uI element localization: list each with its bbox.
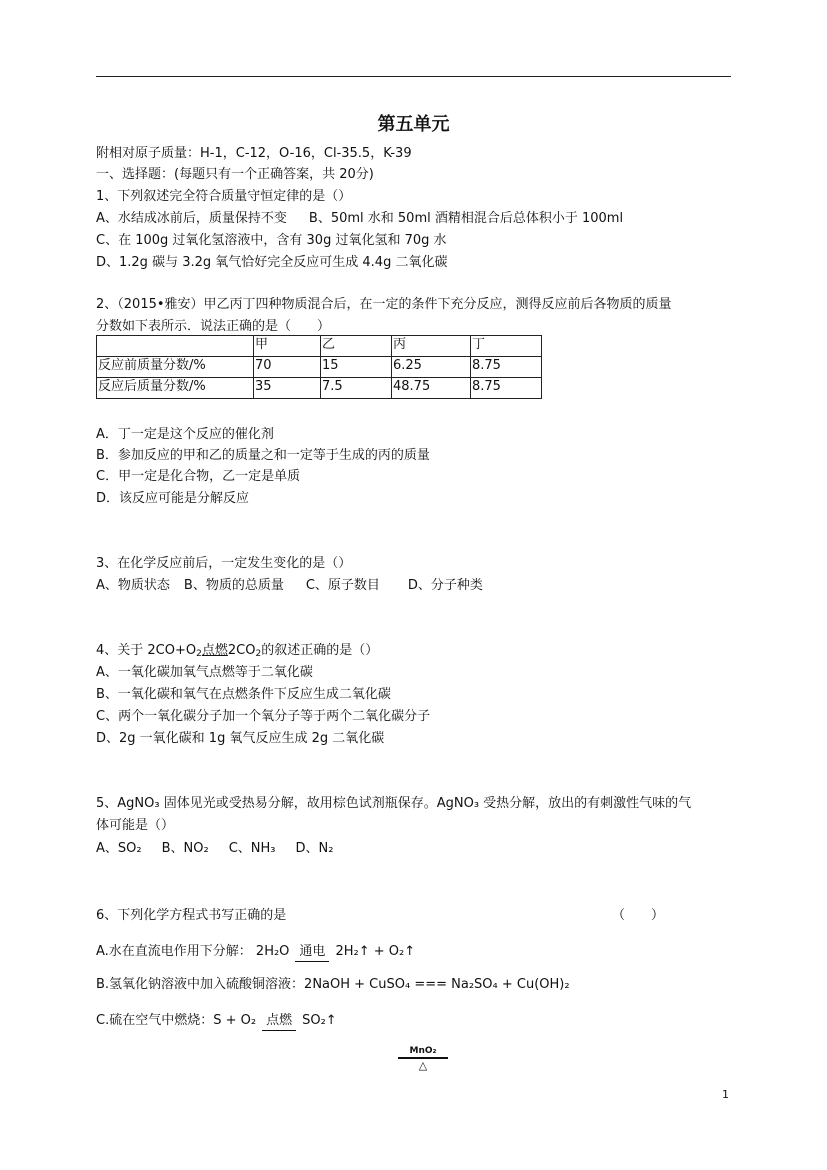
table-row xyxy=(97,357,542,378)
q4-stem-mid: 2CO xyxy=(227,643,256,658)
q2-option-c: C．甲一定是化合物，乙一定是单质 xyxy=(96,469,301,484)
q6-blank: （ ） xyxy=(612,908,665,923)
page-number: 1 xyxy=(722,1088,729,1101)
table-cell: 乙 xyxy=(321,336,392,357)
q5-stem-line2: 体可能是（） xyxy=(96,818,175,833)
table-cell: 15 xyxy=(321,357,392,378)
q3-option-b: B、物质的总质量 xyxy=(183,578,284,593)
q6-d-condition xyxy=(398,1046,448,1072)
table-cell: 反应前质量分数/% xyxy=(97,357,254,378)
table-cell: 丁 xyxy=(471,336,542,357)
q5-option-c: C、NH₃ xyxy=(228,841,276,856)
table-header-row xyxy=(97,336,542,357)
q4-stem: 4、关于 $2CO+O_2$点燃$2CO_2$的叙述正确的是（） xyxy=(96,643,379,659)
q2-option-b: B．参加反应的甲和乙的质量之和一定等于生成的丙的质量 xyxy=(96,448,430,463)
q4-option-d: D、2g 一氧化碳和 1g 氧气反应生成 2g 二氧化碳 xyxy=(96,731,385,746)
table-cell: 8.75 xyxy=(471,378,542,399)
table-cell: 丙 xyxy=(392,336,471,357)
q1-options-ab xyxy=(96,210,623,228)
q6-d-condition-bottom: △ xyxy=(418,1059,428,1072)
q2-table xyxy=(96,335,542,399)
q6-option-a xyxy=(96,943,415,962)
q4-stem-post: 的叙述正确的是（） xyxy=(261,643,379,658)
q3-option-a: A、物质状态 xyxy=(96,578,170,593)
table-cell: 6.25 xyxy=(392,357,471,378)
q1-option-a: A、水结成冰前后，质量保持不变 xyxy=(96,211,287,226)
q3-option-c: C、原子数目 xyxy=(305,578,380,593)
q5-stem-line1: 5、AgNO₃ 固体见光或受热易分解，故用棕色试剂瓶保存。AgNO₃ 受热分解，放出的有刺激性气味的气 xyxy=(96,796,692,811)
q6-option-b: B.氢氧化钠溶液中加入硫酸铜溶液：2NaOH + CuSO₄ === Na₂SO₄ + Cu(OH)₂ xyxy=(96,977,570,992)
q2-option-d: D．该反应可能是分解反应 xyxy=(96,491,250,506)
q3-stem: 3、在化学反应前后，一定发生变化的是（） xyxy=(96,556,352,571)
table-cell: 70 xyxy=(254,357,321,378)
q5-option-a: A、SO₂ xyxy=(96,841,142,856)
q1-option-d: D、1.2g 碳与 3.2g 氧气恰好完全反应可生成 4.4g 二氧化碳 xyxy=(96,255,448,270)
q6-c-condition: 点燃 xyxy=(262,1012,296,1031)
q5-options xyxy=(96,840,361,858)
table-cell: 甲 xyxy=(254,336,321,357)
q5-option-b: B、NO₂ xyxy=(161,841,209,856)
q6-a-pre: A.水在直流电作用下分解： 2H₂O xyxy=(96,944,290,959)
q4-option-c: C、两个一氧化碳分子加一个氧分子等于两个二氧化碳分子 xyxy=(96,709,431,724)
q4-condition: 点燃 xyxy=(201,643,228,658)
q4-stem-pre: 4、关于 2CO+O xyxy=(96,643,197,658)
section-heading: 一、选择题：(每题只有一个正确答案，共 20分) xyxy=(96,167,374,182)
q6-c-post: SO₂↑ xyxy=(302,1013,337,1028)
table-cell: 7.5 xyxy=(321,378,392,399)
q6-stem: 6、下列化学方程式书写正确的是 xyxy=(96,908,287,923)
q4-option-a: A、一氧化碳加氧气点燃等于二氧化碳 xyxy=(96,665,313,680)
q6-a-condition: 通电 xyxy=(295,943,329,962)
q1-option-b: B、50ml 水和 50ml 酒精相混合后总体积小于 100ml xyxy=(308,211,624,226)
table-row xyxy=(97,378,542,399)
q5-option-d: D、N₂ xyxy=(295,841,334,856)
table-cell: 8.75 xyxy=(471,357,542,378)
header-rule xyxy=(96,76,731,77)
q2-stem-line1: 2、（2015•雅安）甲乙丙丁四种物质混合后，在一定的条件下充分反应，测得反应前后各物质的质量 xyxy=(96,297,672,312)
q6-a-post: 2H₂↑ + O₂↑ xyxy=(335,944,416,959)
q6-d-condition-top: MnO₂ xyxy=(398,1046,448,1059)
q1-option-c: C、在 100g 过氧化氢溶液中，含有 30g 过氧化氢和 70g 水 xyxy=(96,233,447,248)
q3-options xyxy=(96,577,511,595)
q1-stem: 1、下列叙述完全符合质量守恒定律的是（） xyxy=(96,189,352,204)
atomic-masses: 附相对原子质量：H-1，C-12，O-16，Cl-35.5，K-39 xyxy=(96,146,412,161)
table-cell xyxy=(97,336,254,357)
q2-stem-line2: 分数如下表所示．说法正确的是（ ） xyxy=(96,319,331,334)
table-cell: 48.75 xyxy=(392,378,471,399)
q4-option-b: B、一氧化碳和氧气在点燃条件下反应生成二氧化碳 xyxy=(96,687,391,702)
page-title: 第五单元 xyxy=(377,114,450,135)
q3-option-d: D、分子种类 xyxy=(407,578,483,593)
q6-option-c xyxy=(96,1012,337,1031)
table-cell: 35 xyxy=(254,378,321,399)
table-cell: 反应后质量分数/% xyxy=(97,378,254,399)
q2-option-a: A．丁一定是这个反应的催化剂 xyxy=(96,427,274,442)
q6-c-pre: C.硫在空气中燃烧：S + O₂ xyxy=(96,1013,257,1028)
